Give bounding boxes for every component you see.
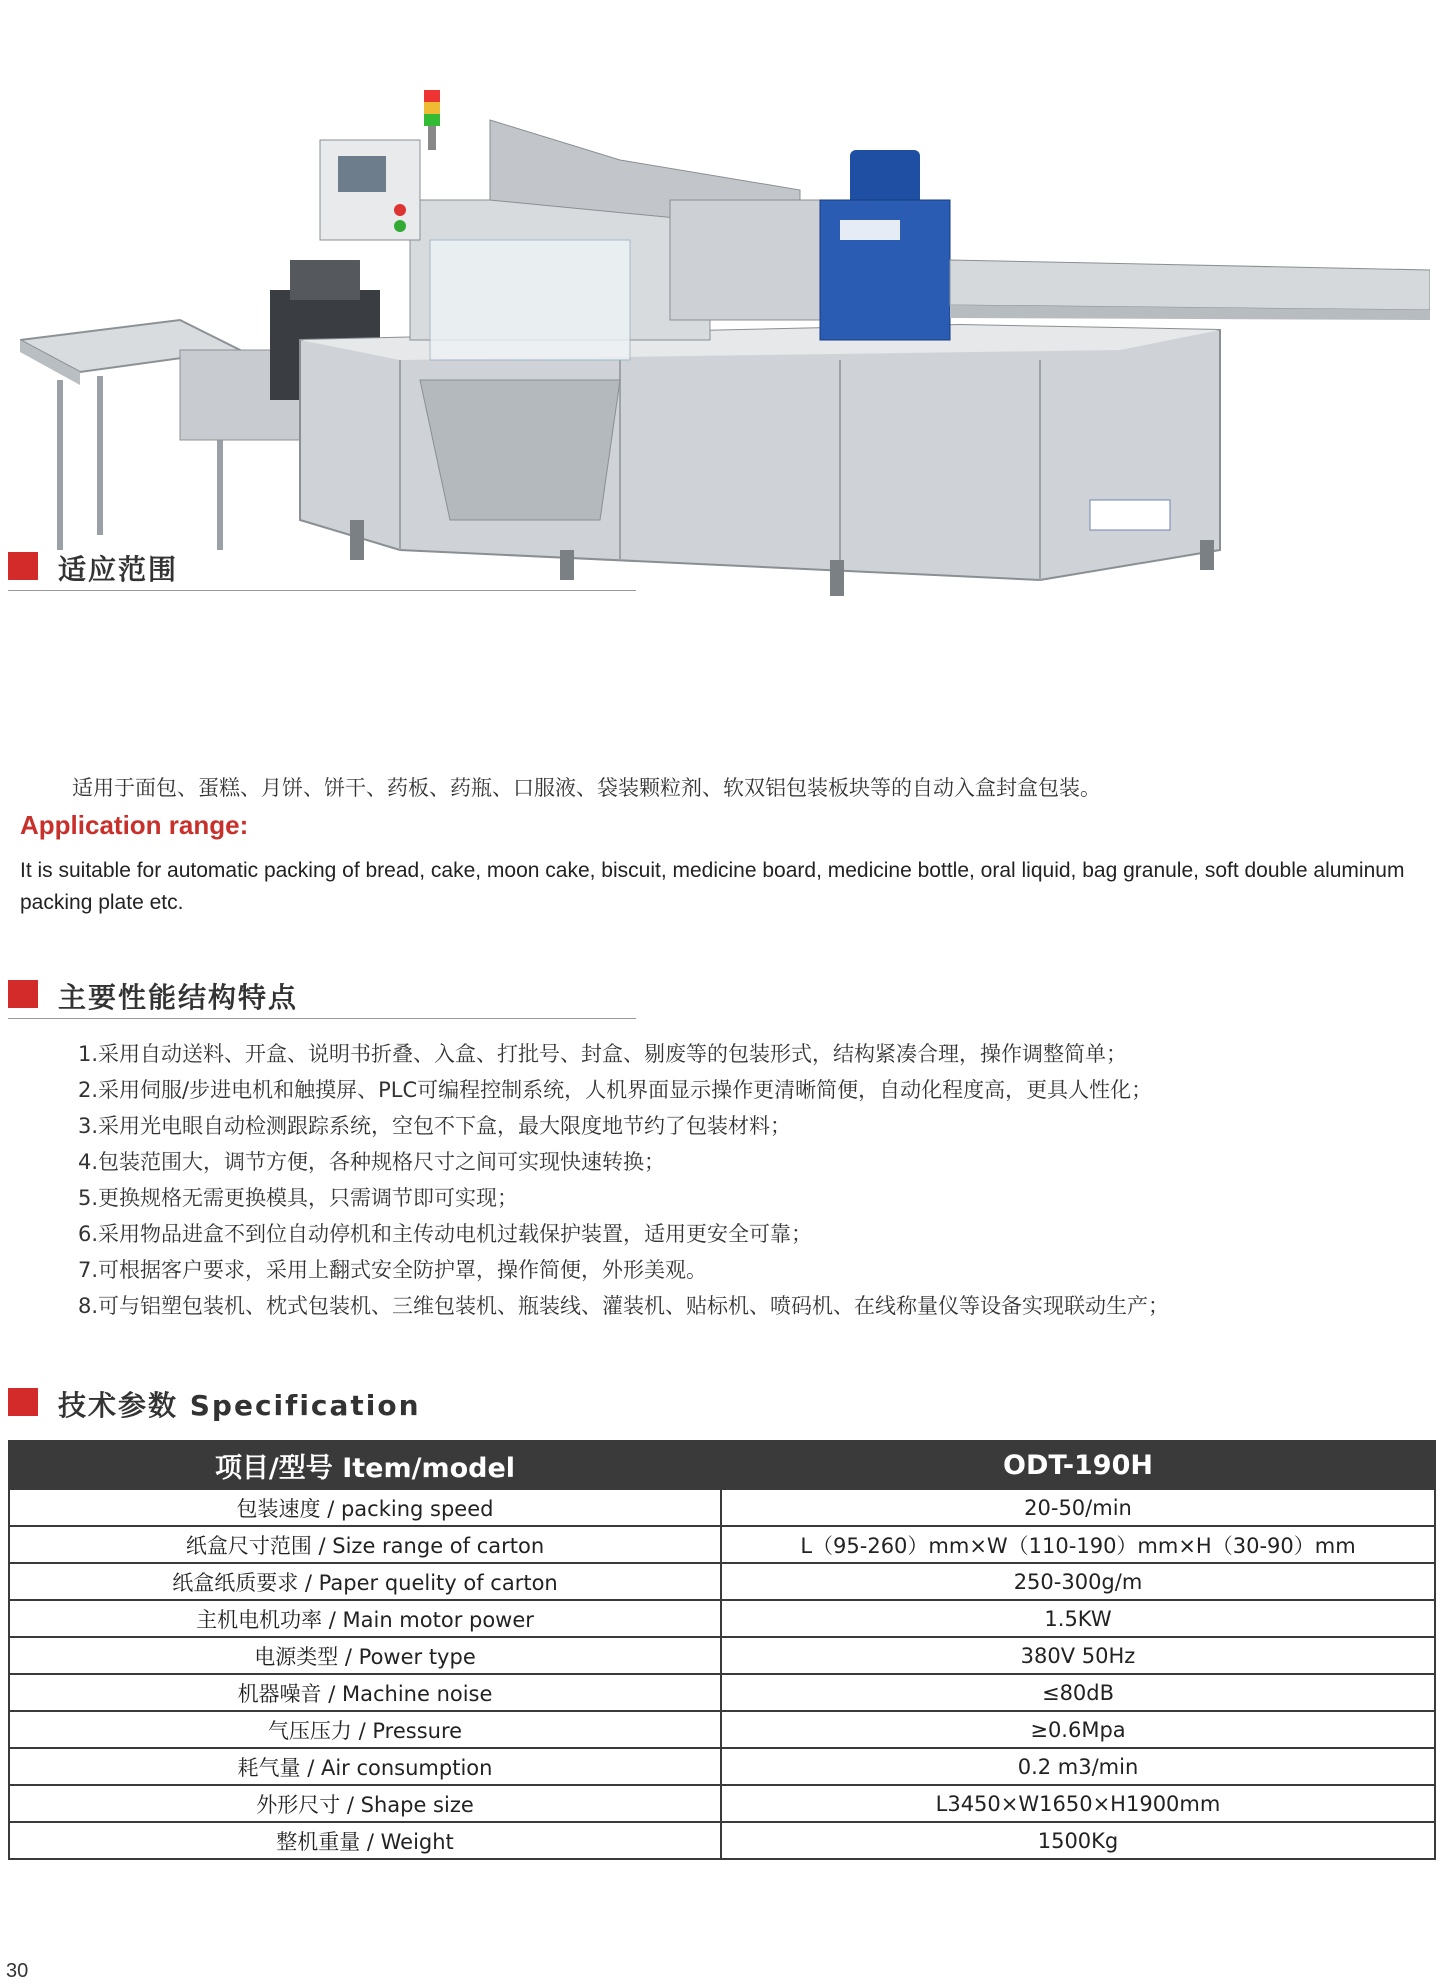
- param-name: 纸盒纸质要求 / Paper quelity of carton: [9, 1563, 721, 1600]
- table-row: [9, 1489, 1435, 1526]
- section-title: 适应范围: [58, 553, 179, 586]
- feature-list: [78, 1036, 1169, 1324]
- section-marker: [8, 1388, 38, 1416]
- param-name: 外形尺寸 / Shape size: [9, 1785, 721, 1822]
- outfeed-conveyor: [950, 260, 1430, 320]
- application-range-colon: :: [239, 810, 249, 840]
- param-value: L3450×W1650×H1900mm: [721, 1785, 1435, 1822]
- header-model-code: ODT-190H: [721, 1441, 1435, 1489]
- param-name: 纸盒尺寸范围 / Size range of carton: [9, 1526, 721, 1563]
- param-name: 电源类型 / Power type: [9, 1637, 721, 1674]
- list-item: 8.可与铝塑包装机、枕式包装机、三维包装机、瓶装线、灌装机、贴标机、喷码机、在线称量仪等设备实现联动生产；: [78, 1294, 1170, 1318]
- list-item: 2.采用伺服/步进电机和触摸屏、PLC可编程控制系统，人机界面显示操作更清晰简便，自动化程度高，更具人性化；: [78, 1078, 1153, 1102]
- section-title: 技术参数 Specification: [58, 1389, 421, 1422]
- table-header-row: [9, 1441, 1435, 1489]
- param-value: 0.2 m3/min: [721, 1748, 1435, 1785]
- list-item: 1.采用自动送料、开盒、说明书折叠、入盒、打批号、封盒、剔废等的包装形式，结构紧凑合理，操作调整简单；: [78, 1042, 1128, 1066]
- table-row: [9, 1822, 1435, 1859]
- list-item: 4.包装范围大，调节方便，各种规格尺寸之间可实现快速转换；: [78, 1150, 666, 1174]
- spec-table: [8, 1440, 1436, 1860]
- list-item: 3.采用光电眼自动检测跟踪系统，空包不下盒，最大限度地节约了包装材料；: [78, 1114, 792, 1138]
- section-header-features: [8, 972, 636, 1019]
- table-row: [9, 1637, 1435, 1674]
- param-value: 250-300g/m: [721, 1563, 1435, 1600]
- section-header-spec: [8, 1380, 636, 1426]
- table-row: [9, 1674, 1435, 1711]
- param-value: 1.5KW: [721, 1600, 1435, 1637]
- param-value: 20-50/min: [721, 1489, 1435, 1526]
- section-marker: [8, 980, 38, 1008]
- table-row: [9, 1600, 1435, 1637]
- param-name: 机器噪音 / Machine noise: [9, 1674, 721, 1711]
- table-row: [9, 1526, 1435, 1563]
- list-item: 7.可根据客户要求，采用上翻式安全防护罩，操作简便，外形美观。: [78, 1258, 708, 1282]
- section-title: 主要性能结构特点: [58, 981, 299, 1014]
- param-name: 主机电机功率 / Main motor power: [9, 1600, 721, 1637]
- table-row: [9, 1711, 1435, 1748]
- param-value: ≥0.6Mpa: [721, 1711, 1435, 1748]
- param-name: 整机重量 / Weight: [9, 1822, 721, 1859]
- param-value: L（95-260）mm×W（110-190）mm×H（30-90）mm: [721, 1526, 1435, 1563]
- header-item-model: 项目/型号 Item/model: [9, 1441, 721, 1489]
- upper-frame: [320, 90, 830, 360]
- param-name: 耗气量 / Air consumption: [9, 1748, 721, 1785]
- param-value: 1500Kg: [721, 1822, 1435, 1859]
- application-range-label: [20, 810, 248, 841]
- table-row: [9, 1563, 1435, 1600]
- scope-body-cn: 适用于面包、蛋糕、月饼、饼干、药板、药瓶、口服液、袋装颗粒剂、软双铝包装板块等的自动入盒封盒包装。: [72, 776, 1101, 800]
- section-header-scope: [8, 544, 636, 591]
- infeed-conveyor: [20, 320, 300, 550]
- section-marker: [8, 552, 38, 580]
- list-item: 5.更换规格无需更换模具，只需调节即可实现；: [78, 1186, 519, 1210]
- application-range-text: Application range: [20, 810, 240, 840]
- scope-body-en: It is suitable for automatic packing of bread, cake, moon cake, biscuit, medicine board, medicine bottle, oral liquid, bag granule, soft double aluminum packing plate etc.: [20, 859, 1405, 914]
- table-row: [9, 1785, 1435, 1822]
- param-value: 380V 50Hz: [721, 1637, 1435, 1674]
- main-cabinet: [300, 325, 1220, 580]
- param-value: ≤80dB: [721, 1674, 1435, 1711]
- table-row: [9, 1748, 1435, 1785]
- param-name: 气压压力 / Pressure: [9, 1711, 721, 1748]
- param-name: 包装速度 / packing speed: [9, 1489, 721, 1526]
- blue-coding-unit: [820, 150, 950, 340]
- list-item: 6.采用物品进盒不到位自动停机和主传动电机过载保护装置，适用更安全可靠；: [78, 1222, 813, 1246]
- page-number: 30: [6, 1960, 29, 1982]
